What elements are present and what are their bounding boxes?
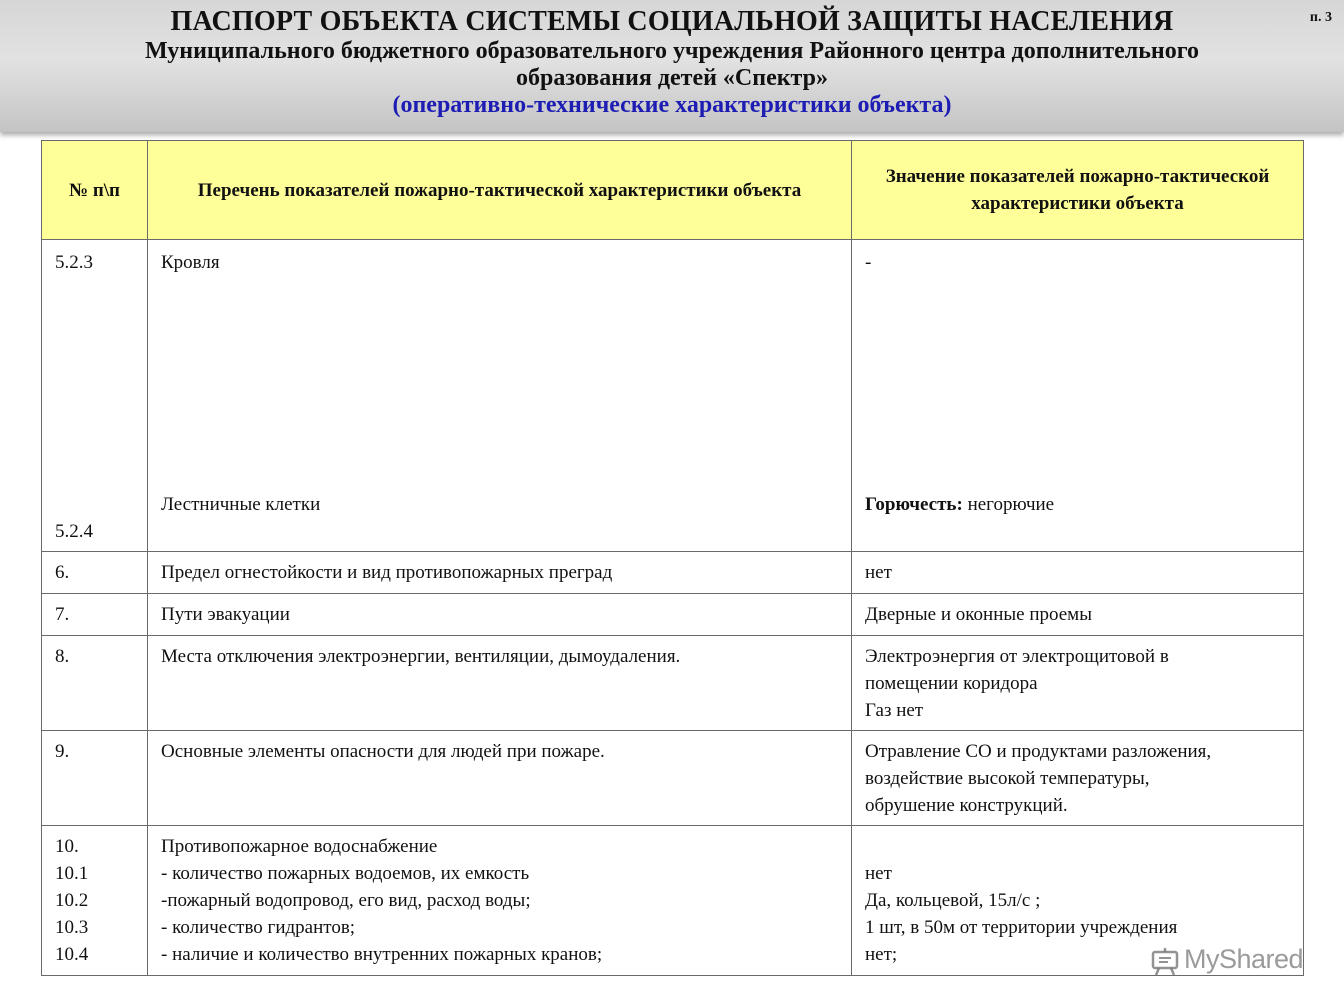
row-num: 10. <box>55 836 79 857</box>
cell-num: 9. <box>42 731 148 826</box>
value-line: нет; <box>865 944 898 965</box>
cell-value <box>852 636 1304 731</box>
table-row <box>42 594 1304 636</box>
presentation-board-icon <box>1150 946 1180 976</box>
header-value: Значение показателей пожарно-тактической характеристики объекта <box>852 141 1304 240</box>
cell-value <box>852 240 1304 552</box>
organization-name-line2: образования детей «Спектр» <box>516 65 828 91</box>
indicator-line: - наличие и количество внутренних пожарных кранов; <box>161 944 603 965</box>
cell-indicator: Места отключения электроэнергии, вентиляции, дымоудаления. <box>148 636 852 731</box>
row-num: 10.3 <box>55 917 89 938</box>
page-title: ПАСПОРТ ОБЪЕКТА СИСТЕМЫ СОЦИАЛЬНОЙ ЗАЩИТЫ НАСЕЛЕНИЯ <box>170 6 1174 37</box>
cell-num <box>42 826 148 976</box>
cell-indicator: Предел огнестойкости и вид противопожарных преград <box>148 552 852 594</box>
header-indicator: Перечень показателей пожарно-тактической характеристики объекта <box>148 141 852 240</box>
cell-num <box>42 240 148 552</box>
characteristics-table <box>41 140 1304 976</box>
cell-indicator: Основные элементы опасности для людей при пожаре. <box>148 731 852 826</box>
cell-value: Дверные и оконные проемы <box>852 594 1304 636</box>
cell-value <box>852 731 1304 826</box>
indicator-line: - количество гидрантов; <box>161 917 356 938</box>
value-stairwells <box>865 491 1054 518</box>
value-line: воздействие высокой температуры, <box>865 768 1150 789</box>
indicator-line: -пожарный водопровод, его вид, расход воды; <box>161 890 531 911</box>
table-header-row <box>42 141 1304 240</box>
section-subtitle: (оперативно-технические характеристики объекта) <box>392 92 952 118</box>
value-line: обрушение конструкций. <box>865 795 1068 816</box>
cell-num: 7. <box>42 594 148 636</box>
value-line: нет <box>865 863 892 884</box>
value-flammability-text: негорючие <box>962 494 1055 515</box>
table-row <box>42 731 1304 826</box>
value-roof: - <box>865 252 872 273</box>
row-num: 10.4 <box>55 944 89 965</box>
value-line: Газ нет <box>865 700 924 721</box>
value-line: помещении коридора <box>865 673 1038 694</box>
cell-indicator <box>148 240 852 552</box>
indicator-line: - количество пожарных водоемов, их емкость <box>161 863 530 884</box>
table-row <box>42 826 1304 976</box>
cell-indicator <box>148 826 852 976</box>
organization-name <box>0 38 1344 92</box>
row-num: 10.1 <box>55 863 89 884</box>
page-number: п. 3 <box>1309 10 1332 25</box>
watermark <box>1150 944 1320 980</box>
watermark-text: MyShared <box>1184 944 1304 974</box>
cell-value: нет <box>852 552 1304 594</box>
row-num-5-2-3: 5.2.3 <box>55 252 93 273</box>
indicator-line: Противопожарное водоснабжение <box>161 836 438 857</box>
value-line: 1 шт, в 50м от территории учреждения <box>865 917 1178 938</box>
header-num: № п\п <box>42 141 148 240</box>
row-num: 10.2 <box>55 890 89 911</box>
value-line: Отравление СО и продуктами разложения, <box>865 741 1212 762</box>
row-num-5-2-4: 5.2.4 <box>55 521 93 542</box>
indicator-stairwells: Лестничные клетки <box>161 494 321 515</box>
cell-num: 8. <box>42 636 148 731</box>
cell-indicator: Пути эвакуации <box>148 594 852 636</box>
cell-num: 6. <box>42 552 148 594</box>
table-row <box>42 552 1304 594</box>
value-line: Да, кольцевой, 15л/с ; <box>865 890 1041 911</box>
header-banner <box>0 0 1344 132</box>
value-line-spacer <box>865 833 1291 860</box>
indicator-roof: Кровля <box>161 252 220 273</box>
table-row <box>42 636 1304 731</box>
organization-name-line1: Муниципального бюджетного образовательного учреждения Районного центра дополнительного <box>144 38 1200 64</box>
value-flammability-label: Горючесть: <box>865 494 963 515</box>
value-line: Электроэнергия от электрощитовой в <box>865 646 1169 667</box>
table-row <box>42 240 1304 552</box>
